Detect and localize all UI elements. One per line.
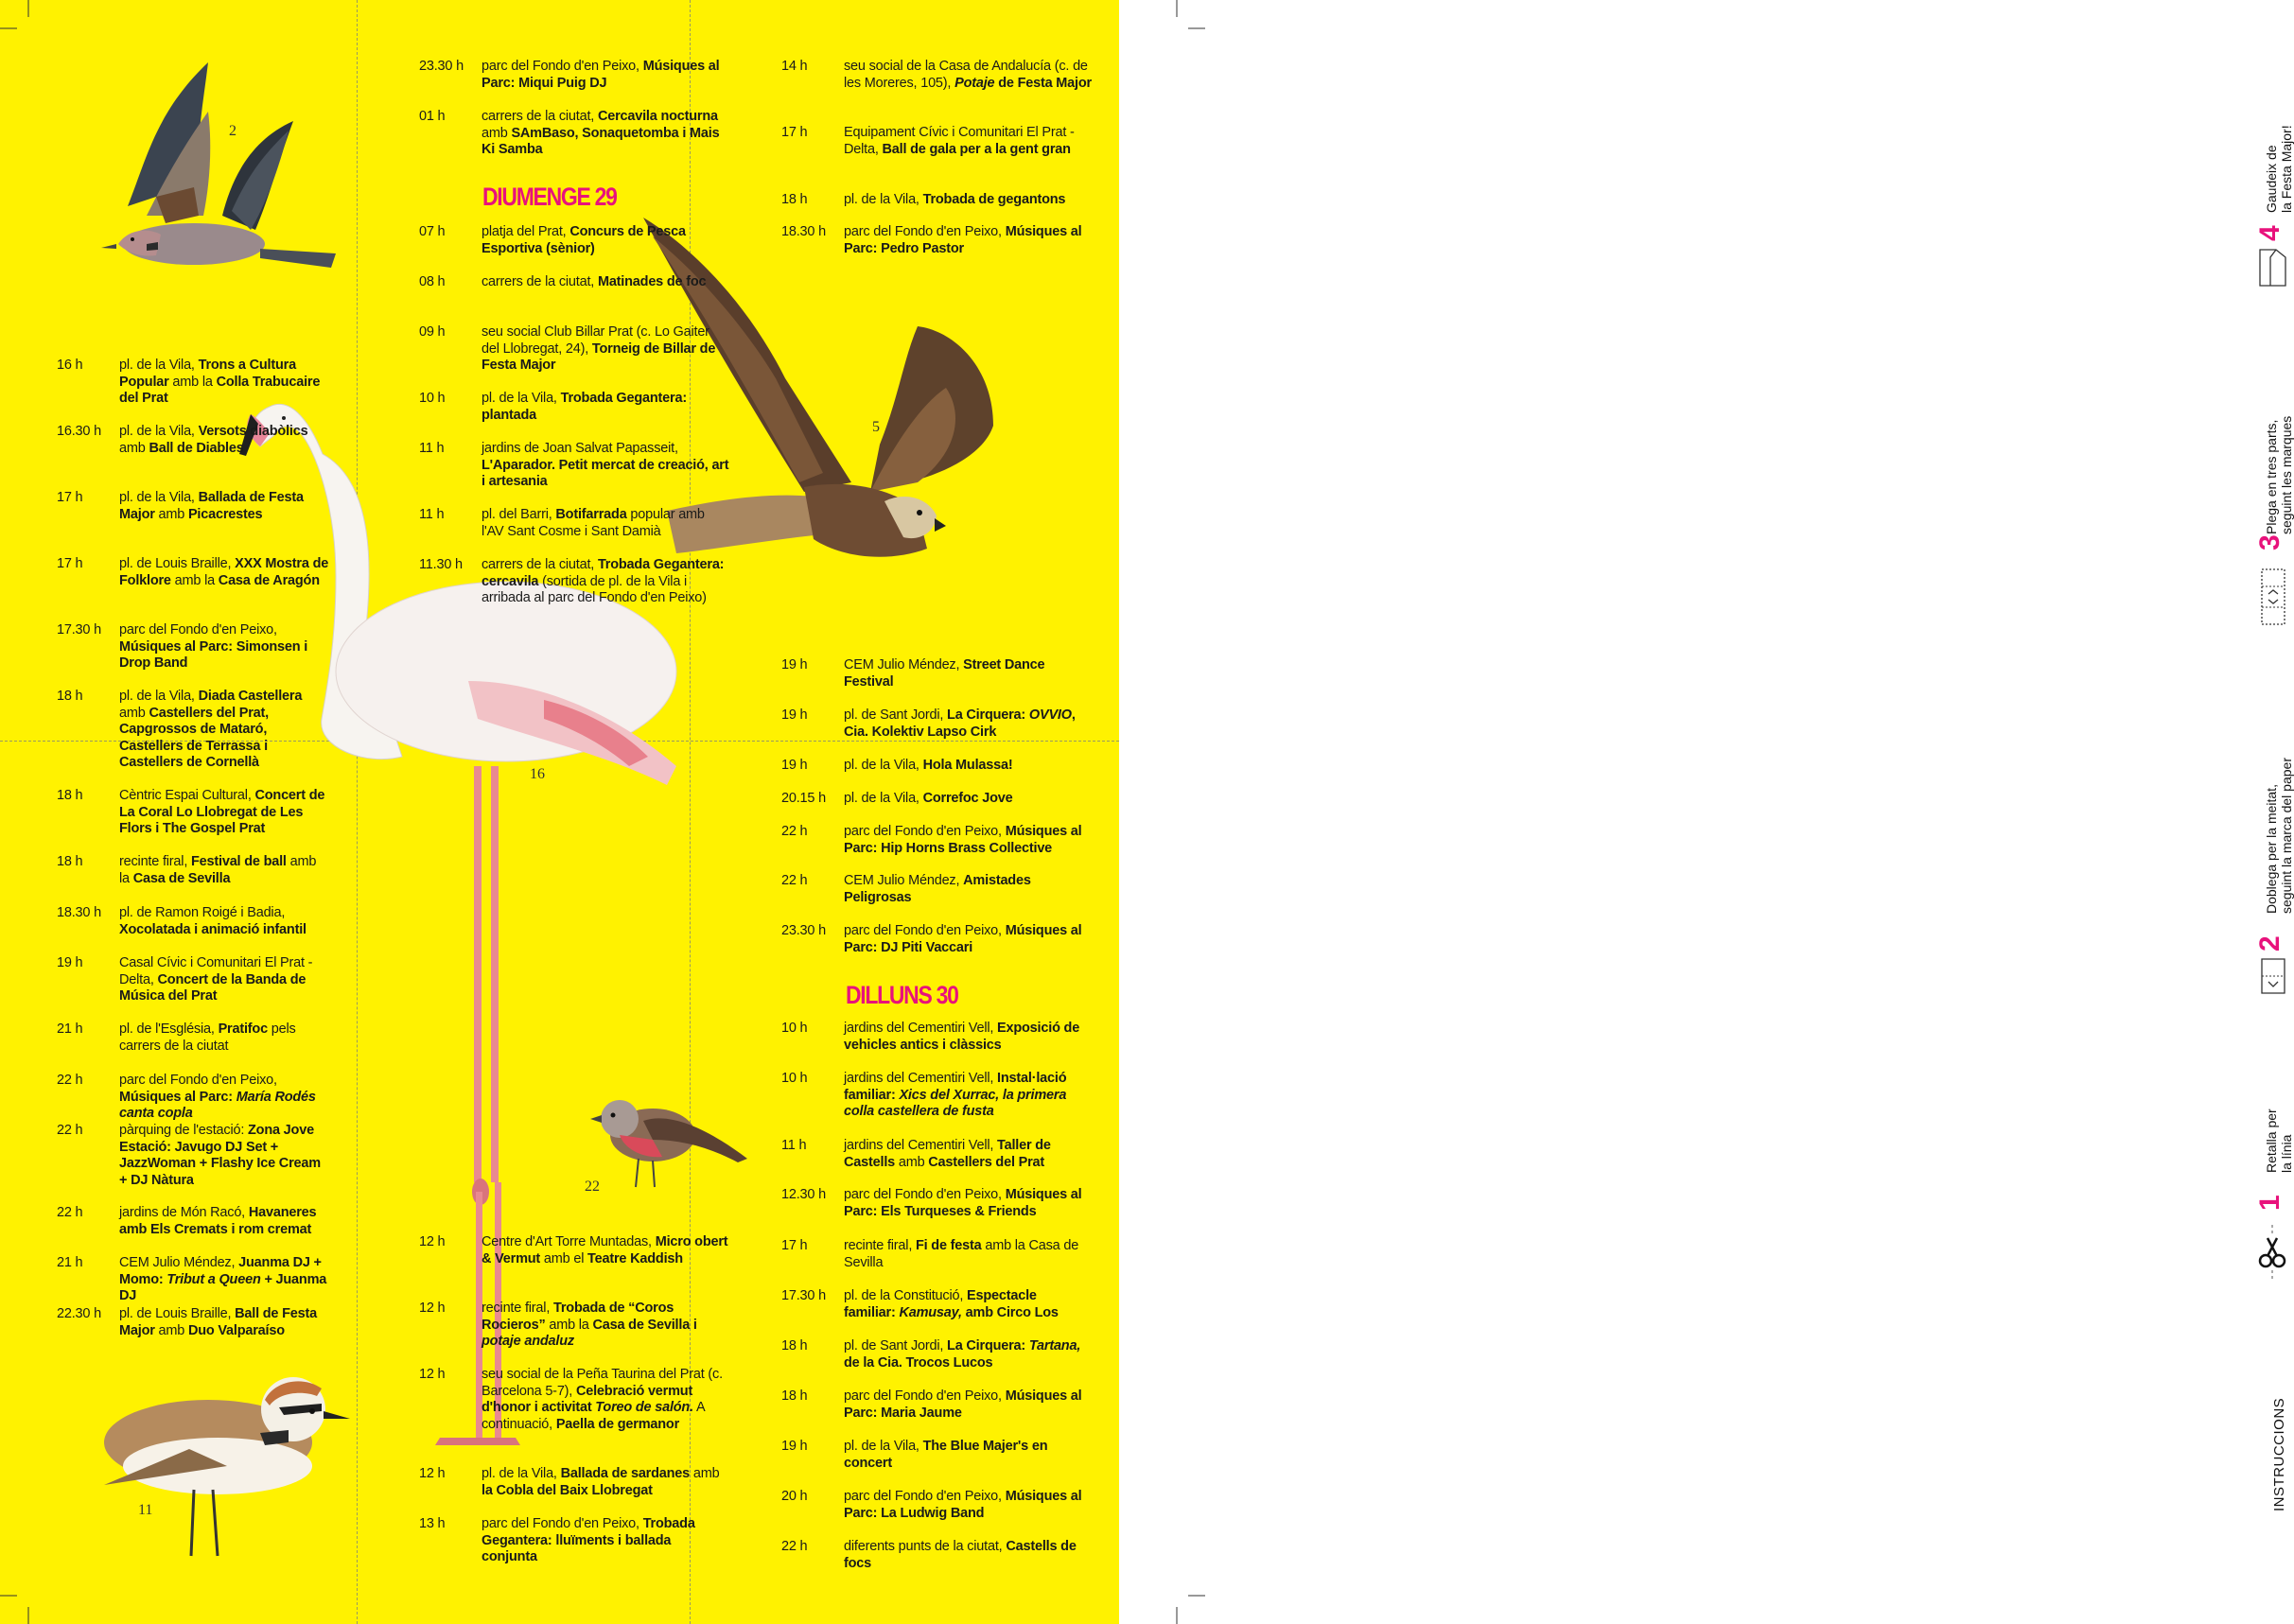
event-text: Ball de gala per a la gent gran [882, 141, 1071, 157]
event-text: María Rodés canta copla [119, 1089, 316, 1121]
event-time: 23.30 h [419, 59, 464, 74]
event-text: CEM Julio Méndez, [119, 1255, 239, 1270]
event-text: parc del Fondo d'en Peixo, [119, 1073, 277, 1088]
event-text: amb la [170, 572, 219, 588]
event-text: Casa de Sevilla i [592, 1317, 697, 1333]
event-text: Trobada de gegantons [922, 192, 1066, 207]
event-text: de la Cia. Trocos Lucos [844, 1354, 993, 1371]
event-text: Trobada Gegantera: lluïments i ballada conjunta [482, 1516, 695, 1564]
event-text: parc del Fondo d'en Peixo, [844, 224, 1006, 239]
event-text: amb la [545, 1317, 593, 1333]
event-text: Zona Jove Estació: Javugo DJ Set + JazzWoman + Flashy Ice Cream + DJ Nàtura [119, 1123, 321, 1188]
event-text: Taller de Castells [844, 1138, 1051, 1170]
event-text: amb [119, 705, 149, 721]
event-text: pl. de Ramon Roigé i Badia, [119, 905, 286, 920]
event-text: Pratifoc [218, 1022, 268, 1037]
event-text: Tartana, [1028, 1338, 1081, 1353]
event-text: pl. de la Vila, [482, 391, 561, 406]
event-text: pl. de la Vila, [119, 689, 199, 704]
event-text: carrers de la ciutat, [482, 109, 598, 124]
event-text: amb [482, 125, 512, 141]
event-text: Diada Castellera [198, 689, 303, 704]
event-text: Casal Cívic i Comunitari El Prat - Delta, [119, 955, 313, 987]
fold-thirds-icon [2259, 566, 2287, 628]
step-4-text-line1: Gaudeix de [2264, 145, 2279, 213]
event-text: Micro obert & Vermut [482, 1234, 728, 1266]
event-text: pl. de Louis Braille, [119, 1306, 236, 1321]
event-text: amb el [540, 1250, 588, 1266]
event-time: 12 h [419, 1466, 446, 1481]
event-text: Botifarrada [555, 507, 627, 522]
event-time: 16 h [57, 358, 83, 373]
event-text: Tribut a Queen [166, 1271, 261, 1287]
event-text: pl. de Sant Jordi, [844, 1338, 948, 1353]
event-time: 11 h [419, 507, 445, 522]
event-text: Músiques al Parc: Pedro Pastor [844, 224, 1082, 256]
event-text: Equipament Cívic i Comunitari El Prat - Delta, [844, 125, 1075, 157]
event-text: jardins del Cementiri Vell, [844, 1138, 998, 1153]
event-time: 11 h [419, 441, 445, 456]
event-text: Músiques al Parc: DJ Piti Vaccari [844, 923, 1082, 955]
event-text: Paella de germanor [555, 1416, 680, 1432]
event-time: 18 h [781, 1338, 808, 1353]
bird-number-dove: 2 [229, 123, 236, 139]
step-3-text-line1: Plega en tres parts, [2264, 419, 2279, 534]
event-text: amb [154, 506, 188, 522]
event-text: jardins de Joan Salvat Papasseit, [482, 441, 678, 456]
event-text: Músiques al Parc: [119, 1089, 236, 1105]
event-text: Colla Trabucaire del Prat [119, 374, 321, 406]
event-text: Ballada de Festa Major [119, 490, 304, 522]
bird-number-linnet: 22 [585, 1179, 600, 1195]
event-text: Trobada Gegantera: cercavila [482, 557, 725, 589]
step-2-text-line1: Doblega per la meitat, [2264, 784, 2279, 914]
event-time: 17 h [781, 125, 808, 140]
event-text: Ball de Diables [149, 440, 244, 456]
event-text: Castellers del Prat [928, 1154, 1045, 1170]
event-time: 14 h [781, 59, 808, 74]
event-text: recinte firal, [119, 854, 191, 869]
bird-number-harrier: 5 [872, 419, 880, 435]
event-text: parc del Fondo d'en Peixo, [482, 59, 643, 74]
event-text: jardins del Cementiri Vell, [844, 1071, 998, 1086]
event-time: 09 h [419, 324, 446, 340]
event-text: Celebració vermut d'honor i activitat [482, 1383, 693, 1415]
booklet-icon [2257, 246, 2289, 289]
event-time: 23.30 h [781, 923, 826, 938]
event-time: 21 h [57, 1255, 83, 1270]
event-text: Concert de La Coral Lo Llobregat de Les Flors i The Gospel Prat [119, 788, 325, 836]
event-text: amb [119, 440, 149, 456]
event-time: 20.15 h [781, 791, 826, 806]
event-text: Potaje [954, 75, 995, 91]
event-text: Amistades Peligrosas [844, 873, 1031, 905]
event-time: 10 h [419, 391, 446, 406]
event-text: Centre d'Art Torre Muntadas, [482, 1234, 656, 1249]
event-time: 22 h [781, 824, 808, 839]
event-text: Xocolatada i animació infantil [119, 921, 306, 937]
event-text: parc del Fondo d'en Peixo, [482, 1516, 643, 1531]
event-time: 19 h [57, 955, 83, 970]
event-text: pl. de la Vila, [844, 192, 923, 207]
event-time: 07 h [419, 224, 446, 239]
event-text: XXX Mostra de Folklore [119, 556, 329, 588]
step-3-number: 3 [2254, 534, 2285, 550]
event-text: Hola Mulassa! [922, 758, 1013, 773]
event-text: Fi de festa [915, 1238, 982, 1253]
event-text: Toreo de salón. [595, 1400, 693, 1415]
event-text: parc del Fondo d'en Peixo, [844, 824, 1006, 839]
event-time: 12 h [419, 1301, 446, 1316]
event-text: de Festa Major [994, 75, 1092, 91]
event-time: 19 h [781, 1439, 808, 1454]
event-text: amb la Casa de Sevilla [844, 1238, 1079, 1270]
event-text: pàrquing de l'estació: [119, 1123, 249, 1138]
step-2-number: 2 [2254, 935, 2285, 952]
event-time: 13 h [419, 1516, 446, 1531]
event-text: pl. de Sant Jordi, [844, 707, 948, 723]
event-text: Cercavila nocturna [597, 109, 718, 124]
event-time: 18 h [57, 689, 83, 704]
bird-number-plover: 11 [138, 1502, 153, 1518]
event-text: Músiques al Parc: Hip Horns Brass Collective [844, 824, 1082, 856]
event-text: + Juanma DJ [119, 1271, 327, 1303]
event-time: 12 h [419, 1234, 446, 1249]
event-text: Ball de Festa Major [119, 1306, 318, 1338]
event-time: 20 h [781, 1489, 808, 1504]
event-time: 12 h [419, 1367, 446, 1382]
event-text: Músiques al Parc: La Ludwig Band [844, 1489, 1082, 1521]
event-text: Músiques al Parc: Simonsen i Drop Band [119, 638, 308, 671]
event-time: 10 h [781, 1021, 808, 1036]
step-4-text-line2: la Festa Major! [2279, 125, 2294, 213]
event-text: Versots diabòlics [198, 424, 308, 439]
event-text: Havaneres amb Els Cremats i rom cremat [119, 1205, 317, 1237]
event-time: 19 h [781, 707, 808, 723]
event-text: popular amb l'AV Sant Cosme i Sant Damià [482, 507, 705, 539]
event-text: parc del Fondo d'en Peixo, [844, 1388, 1006, 1404]
event-time: 17 h [57, 556, 83, 571]
bird-number-flamingo: 16 [530, 766, 545, 782]
event-text: pl. de la Vila, [844, 758, 923, 773]
event-text: seu social de la Peña Taurina del Prat (c. Barcelona 5-7), [482, 1367, 723, 1399]
event-text: Casa de Sevilla [132, 870, 231, 886]
event-text: carrers de la ciutat, [482, 274, 598, 289]
event-time: 01 h [419, 109, 446, 124]
event-text: pl. de l'Església, [119, 1022, 219, 1037]
step-2-text-line2: seguint la marca del paper [2279, 758, 2294, 914]
event-text: Street Dance Festival [844, 657, 1045, 690]
event-text: amb la [168, 374, 217, 390]
day-heading-monday: DILLUNS 30 [846, 981, 958, 1009]
fold-half-icon [2259, 955, 2287, 997]
event-time: 22 h [781, 1539, 808, 1554]
event-text: amb Circo Los [961, 1304, 1059, 1320]
event-text: La Cirquera: [947, 707, 1029, 723]
event-time: 22 h [781, 873, 808, 888]
event-text: pels carrers de la ciutat [119, 1022, 296, 1054]
event-time: 18 h [781, 1388, 808, 1404]
instructions-title: INSTRUCCIONS [2271, 1397, 2287, 1511]
event-time: 18.30 h [57, 905, 101, 920]
event-text: pl. de Louis Braille, [119, 556, 236, 571]
event-text: Teatre Kaddish [587, 1250, 683, 1266]
event-text: Músiques al Parc: Els Turqueses & Friends [844, 1187, 1082, 1219]
event-text: The Blue Majer's en concert [844, 1439, 1048, 1471]
event-text: potaje andaluz [482, 1334, 574, 1349]
event-text: recinte firal, [844, 1238, 916, 1253]
event-text: pl. de la Vila, [119, 358, 199, 373]
event-text: jardins del Cementiri Vell, [844, 1021, 998, 1036]
event-text: Castellers del Prat, Capgrossos de Mataró, Castellers de Terrassa i Castellers de Cornellà [119, 705, 270, 770]
event-text: Picacrestes [187, 506, 263, 522]
event-text: Juanma DJ + Momo: [119, 1255, 322, 1287]
event-time: 17.30 h [57, 622, 101, 637]
event-text: platja del Prat, [482, 224, 570, 239]
event-text: amb [154, 1322, 188, 1338]
event-text: parc del Fondo d'en Peixo, [119, 622, 277, 637]
event-text: Concurs de Pesca Esportiva (sènior) [482, 224, 686, 256]
event-time: 21 h [57, 1022, 83, 1037]
event-time: 12.30 h [781, 1187, 826, 1202]
event-text: Castells de focs [844, 1539, 1077, 1571]
event-time: 17 h [57, 490, 83, 505]
event-time: 17.30 h [781, 1288, 826, 1303]
event-text: Xics del Xurrac, la primera colla castellera de fusta [844, 1087, 1067, 1119]
event-text: jardins de Món Racó, [119, 1205, 249, 1220]
event-text: pl. del Barri, [482, 507, 556, 522]
event-text: Concert de la Banda de Música del Prat [119, 971, 306, 1004]
event-time: 22 h [57, 1123, 83, 1138]
event-time: 10 h [781, 1071, 808, 1086]
event-text: la Cobla del Baix Llobregat [482, 1482, 653, 1498]
event-text: recinte firal, [482, 1301, 553, 1316]
event-text: Trons a Cultura Popular [119, 358, 296, 390]
event-time: 22 h [57, 1205, 83, 1220]
event-text: OVVIO [1028, 707, 1072, 723]
event-text: (sortida de pl. de la Vila i arribada al parc del Fondo d'en Peixo) [482, 573, 707, 605]
event-text: amb la [119, 854, 317, 886]
event-time: 18 h [57, 854, 83, 869]
event-time: 08 h [419, 274, 446, 289]
event-text: Ballada de sardanes [560, 1466, 691, 1481]
event-text: seu social de la Casa de Andalucía (c. de les Moreres, 105), [844, 59, 1088, 91]
event-text: seu social Club Billar Prat (c. Lo Gaiter del Llobregat, 24), [482, 324, 709, 357]
event-text: diferents punts de la ciutat, [844, 1539, 1007, 1554]
event-text: amb [690, 1466, 720, 1481]
event-text: L'Aparador. Petit mercat de creació, art i artesania [482, 457, 729, 489]
event-text: Correfoc Jove [922, 791, 1013, 806]
scissors-icon [2259, 1225, 2285, 1282]
event-text: Músiques al Parc: Miqui Puig DJ [482, 59, 720, 91]
step-4-number: 4 [2254, 225, 2285, 241]
event-text: parc del Fondo d'en Peixo, [844, 1489, 1006, 1504]
event-text: A continuació, [482, 1400, 705, 1432]
event-text: amb [895, 1154, 929, 1170]
event-text: Matinades de foc [597, 274, 707, 289]
event-text: Torneig de Billar de Festa Major [482, 341, 716, 373]
event-text: CEM Julio Méndez, [844, 873, 964, 888]
event-time: 22 h [57, 1073, 83, 1088]
step-3-text-line2: seguint les marques [2279, 415, 2294, 534]
event-time: 19 h [781, 657, 808, 672]
event-text: Duo Valparaíso [187, 1322, 285, 1338]
event-text: Kamusay, [899, 1304, 962, 1320]
event-text: Músiques al Parc: Maria Jaume [844, 1388, 1082, 1421]
event-text: Casa de Aragón [218, 572, 320, 588]
event-text: Festival de ball [190, 854, 287, 869]
event-time: 11 h [781, 1138, 807, 1153]
step-1-text-line1: Retalla per [2264, 1109, 2279, 1173]
event-time: 18.30 h [781, 224, 826, 239]
event-text: , Cia. Kolektiv Lapso Cirk [844, 707, 1076, 740]
step-1-number: 1 [2254, 1195, 2285, 1211]
event-text: Espectacle familiar: [844, 1288, 1037, 1320]
event-text: pl. de la Vila, [482, 1466, 561, 1481]
event-time: 17 h [781, 1238, 808, 1253]
event-text: pl. de la Vila, [119, 490, 199, 505]
event-time: 11.30 h [419, 557, 463, 572]
event-text: La Cirquera: [947, 1338, 1029, 1353]
day-heading-sunday: DIUMENGE 29 [482, 183, 617, 211]
event-text: parc del Fondo d'en Peixo, [844, 1187, 1006, 1202]
event-text: SAmBaso, Sonaquetomba i Mais Ki Samba [482, 125, 720, 157]
event-text: pl. de la Vila, [844, 791, 923, 806]
event-text: Trobada Gegantera: plantada [482, 391, 687, 423]
event-text: parc del Fondo d'en Peixo, [844, 923, 1006, 938]
event-text: carrers de la ciutat, [482, 557, 598, 572]
step-1-text-line2: la línia [2279, 1134, 2294, 1173]
event-time: 19 h [781, 758, 808, 773]
event-time: 18 h [57, 788, 83, 803]
event-text: Exposició de vehicles antics i clàssics [844, 1021, 1080, 1053]
event-text: Instal·lació familiar: [844, 1071, 1067, 1103]
event-time: 18 h [781, 192, 808, 207]
event-time: 16.30 h [57, 424, 101, 439]
event-text: Trobada de “Coros Rocieros” [482, 1301, 674, 1333]
event-text: pl. de la Vila, [844, 1439, 923, 1454]
event-text: CEM Julio Méndez, [844, 657, 964, 672]
event-text: pl. de la Vila, [119, 424, 199, 439]
event-text: Cèntric Espai Cultural, [119, 788, 255, 803]
event-time: 22.30 h [57, 1306, 101, 1321]
event-text: pl. de la Constitució, [844, 1288, 967, 1303]
